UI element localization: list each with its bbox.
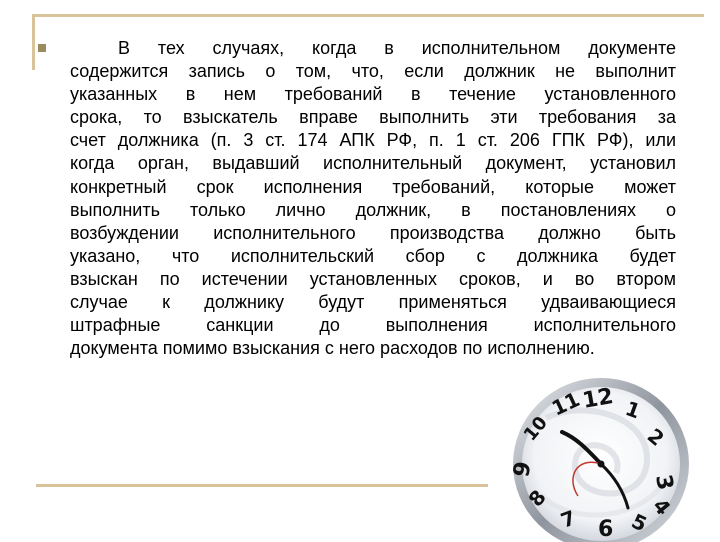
paragraph-line: возбуждении исполнительного производства должно быть xyxy=(70,222,676,243)
clock-numeral: 11 xyxy=(547,387,584,421)
clock-numeral: 3 xyxy=(650,472,678,493)
clock-numeral: 8 xyxy=(523,485,551,512)
left-rule xyxy=(32,14,35,70)
clock-numeral: 6 xyxy=(598,517,614,542)
clock-numeral: 10 xyxy=(519,412,552,446)
clock-numeral: 1 xyxy=(622,396,644,424)
bottom-rule xyxy=(36,484,488,487)
clock-numeral: 5 xyxy=(627,508,651,537)
clock-numeral: 7 xyxy=(557,505,579,533)
paragraph-line: документа помимо взыскания с него расходов по исполнению. xyxy=(70,338,595,359)
paragraph-line: указано, что исполнительский сбор с должника будет xyxy=(70,245,676,266)
body-paragraph xyxy=(70,37,676,360)
paragraph-line: срока, то взыскатель вправе выполнить эти требования за xyxy=(70,107,676,128)
paragraph-line: конкретный срок исполнения требований, которые может xyxy=(70,176,676,197)
paragraph-line: случае к должнику будут применяться удваивающиеся xyxy=(70,292,676,313)
clock-numeral: 12 xyxy=(580,383,616,414)
paragraph-line: выполнить только лично должник, в постановлениях о xyxy=(70,199,676,220)
paragraph-line: когда орган, выдавший исполнительный документ, установил xyxy=(70,153,676,174)
paragraph-line: взыскан по истечении установленных сроков, и во втором xyxy=(70,268,676,289)
paragraph-line: указанных в нем требований в течение установленного xyxy=(70,84,676,105)
paragraph-line: штрафные санкции до выполнения исполнительного xyxy=(70,315,676,336)
square-bullet-icon xyxy=(38,44,46,52)
clock-numeral: 4 xyxy=(648,493,676,520)
clock-numeral: 9 xyxy=(509,459,537,480)
clock-numeral: 2 xyxy=(642,423,669,451)
paragraph-line: содержится запись о том, что, если должник не выполнит xyxy=(70,61,676,82)
melting-clock-icon xyxy=(506,378,696,542)
paragraph-line: счет должника (п. 3 ст. 174 АПК РФ, п. 1 ст. 206 ГПК РФ), или xyxy=(70,130,676,151)
top-rule xyxy=(32,14,704,17)
paragraph-line: В тех случаях, когда в исполнительном документе xyxy=(118,38,676,58)
